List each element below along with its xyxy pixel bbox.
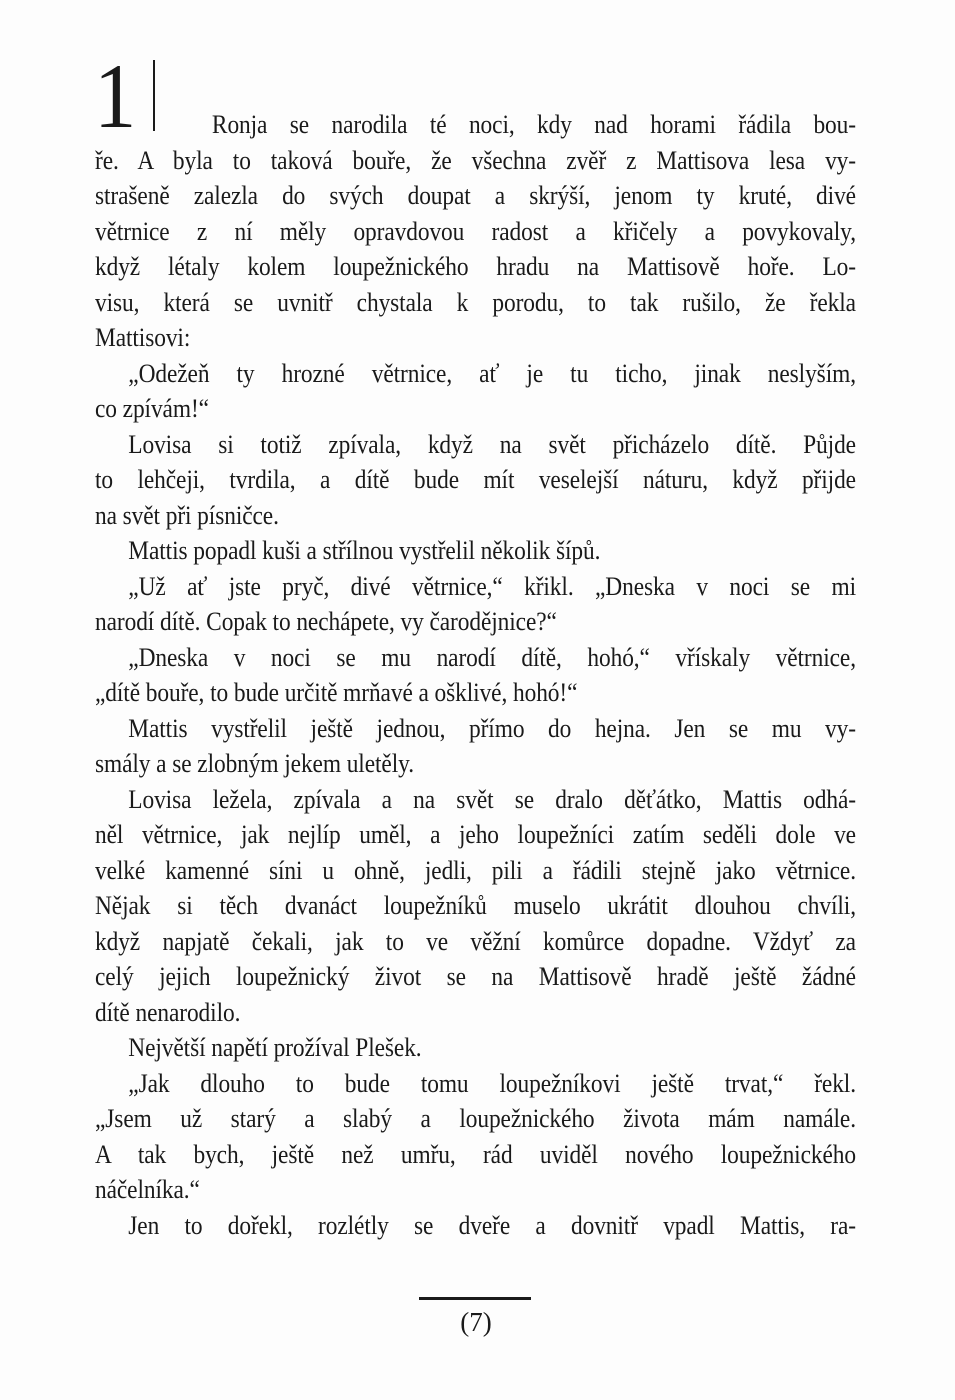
text-line: když napjatě čekali, jak to ve věžní komůrce dopadne. Vždyť za: [95, 926, 856, 956]
text-line: smály a se zlobným jekem uletěly.: [95, 749, 414, 778]
body-text: [95, 107, 856, 1243]
text-line: na svět při písničce.: [95, 500, 279, 530]
text-line: Lovisa si totiž zpívala, když na svět přicházelo dítě. Půjde: [128, 429, 856, 459]
footer-rule: [419, 1297, 531, 1300]
text-line: Nějak si těch dvanáct loupežníků muselo ukrátit dlouhou chvíli,: [95, 891, 856, 920]
text-line: celý jejich loupežnický život se na Mattisově hradě ještě žádné: [95, 962, 856, 991]
text-line: větrnice z ní měly opravdovou radost a křičely a povykovaly,: [95, 216, 856, 246]
text-line: to lehčeji, tvrdila, a dítě bude mít veselejší náturu, když přijde: [95, 465, 856, 494]
text-line: něl větrnice, jak nejlíp uměl, a jeho loupežníci zatím seděli dole ve: [95, 820, 856, 849]
chapter-number: 1: [94, 45, 137, 147]
text-line: Lovisa ležela, zpívala a na svět se dralo děťátko, Mattis odhá-: [128, 784, 856, 814]
text-line: Mattis vystřelil ještě jednou, přímo do hejna. Jen se mu vy-: [128, 713, 856, 743]
text-line: „dítě bouře, to bude určitě mrňavé a ošklivé, hohó!“: [95, 678, 578, 707]
text-line: co zpívám!“: [95, 394, 209, 423]
text-line: velké kamenné síni u ohně, jedli, pili a řádili stejně jako větrnice.: [95, 855, 856, 885]
text-line: „Jsem už starý a slabý a loupežnického života mám namále.: [95, 1104, 856, 1133]
text-line: Mattisovi:: [95, 323, 191, 352]
text-line: Mattis popadl kuši a střílnou vystřelil několik šípů.: [128, 536, 601, 565]
text-line: Jen to dořekl, rozlétly se dveře a dovnitř vpadl Mattis, ra-: [128, 1210, 856, 1240]
text-line: visu, která se uvnitř chystala k porodu, to tak rušilo, že řekla: [95, 287, 856, 317]
text-line: náčelníka.“: [95, 1175, 200, 1204]
text-line: „Už ať jste pryč, divé větrnice,“ křikl. „Dneska v noci se mi: [128, 571, 856, 601]
text-line: A tak bych, ještě než umřu, rád uviděl nového loupežnického: [95, 1139, 856, 1169]
text-line: „Odežeň ty hrozné větrnice, ať je tu ticho, jinak neslyším,: [128, 358, 856, 388]
text-line: „Jak dlouho to bude tomu loupežníkovi ještě trvat,“ řekl.: [128, 1068, 856, 1098]
text-line: když létaly kolem loupežnického hradu na Mattisově hoře. Lo-: [95, 252, 856, 281]
text-line: dítě nenarodilo.: [95, 997, 241, 1027]
text-line: narodí dítě. Copak to nechápete, vy čarodějnice?“: [95, 607, 557, 636]
text-line: Ronja se narodila té noci, kdy nad horami řádila bou-: [211, 110, 856, 139]
text-line: ře. A byla to taková bouře, že všechna zvěř z Mattisova lesa vy-: [95, 145, 856, 175]
page-number: (7): [460, 1307, 492, 1337]
text-line: „Dneska v noci se mu narodí dítě, hohó,“ vřískaly větrnice,: [128, 642, 856, 672]
text-line: Největší napětí prožíval Plešek.: [128, 1033, 422, 1062]
text-line: strašeně zalezla do svých doupat a skrýší, jenom ty kruté, divé: [95, 181, 856, 210]
